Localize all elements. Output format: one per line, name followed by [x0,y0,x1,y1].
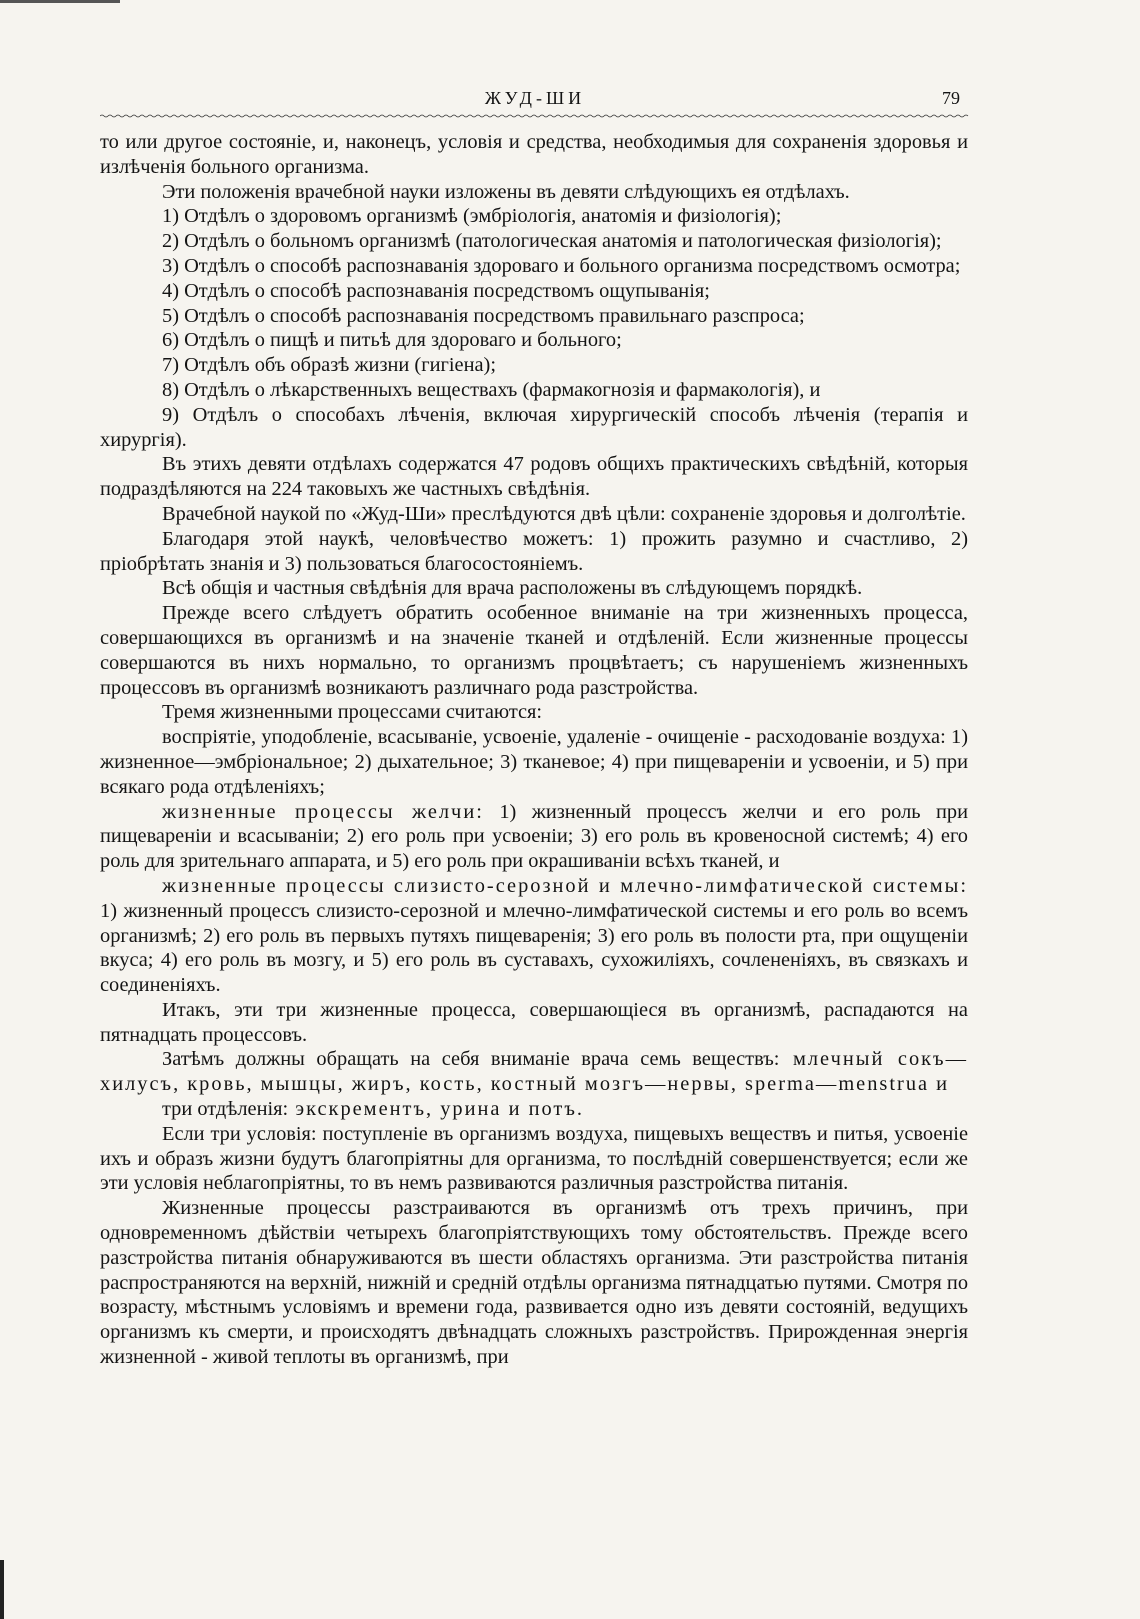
paragraph [100,279,968,304]
paragraph [100,601,968,700]
paragraph-tail: экскрементъ, урина и потъ. [288,1098,584,1121]
paragraph-tail: млечный сокъ—хилусъ, кровь, мышцы, жиръ, кость, костный мозгъ—нервы, sperma—menstrua и [100,1048,968,1096]
paragraph [100,874,968,998]
paragraph-text: 8) Отдѣлъ о лѣкарственныхъ веществахъ (фармакогнозiя и фармакологiя), и [162,378,821,401]
paragraph [100,328,968,353]
running-title: ЖУД-ШИ [484,88,586,108]
scan-margin-mark [0,1560,4,1619]
paragraph [100,229,968,254]
paragraph [100,1047,968,1097]
scan-edge-mark [0,0,120,3]
paragraph-text: Итакъ, эти три жизненные процесса, совершающiеся въ организмѣ, распадаются на пятнадцать процессовъ. [100,998,968,1046]
paragraph [100,800,968,874]
paragraph [100,998,968,1048]
paragraph [100,130,968,180]
paragraph-text: 9) Отдѣлъ о способахъ лѣченiя, включая хирургическiй способъ лѣченiя (терапiя и хирургiя). [100,403,968,451]
paragraph-text: 4) Отдѣлъ о способѣ распознаванiя посредствомъ ощупыванiя; [162,279,710,302]
paragraph-text: Благодаря этой наукѣ, человѣчество можетъ: 1) прожить разумно и счастливо, 2) прiобрѣтать знанiя и 3) пользоваться благосостоянiемъ. [100,527,968,575]
paragraph-text: Если три условiя: поступленiе въ организмъ воздуха, пищевыхъ веществъ и питья, усвоенiе ихъ и образъ жизни будутъ благопрiятны для организма, то послѣднiй совершенствуется; если же эти условiя неблагопрiятны, то въ немъ развиваются различныя разстройства питанiя. [100,1122,968,1195]
paragraph [100,700,968,725]
paragraph [100,1196,968,1370]
paragraph [100,378,968,403]
paragraph-text: 1) Отдѣлъ о здоровомъ организмѣ (эмбрiологiя, анатомiя и физiологiя); [162,205,782,228]
body-text [100,130,968,1370]
paragraph-text: Всѣ общiя и частныя свѣдѣнiя для врача расположены въ слѣдующемъ порядкѣ. [162,577,863,600]
paragraph-text: три отдѣленiя: [162,1098,289,1121]
paragraph [100,204,968,229]
paragraph-text: Жизненные процессы разстраиваются въ организмѣ отъ трехъ причинъ, при одновременномъ дѣйствiи четырехъ благопрiятствующихъ тому обстоятельствъ. Прежде всего разстройства питанiя обнаруживаются въ шести областяхъ организма. Эти разстройства питанiя распространяются на верхнiй, нижнiй и среднiй отдѣлы организма пятнадцатью путями. Смотря по возрасту, мѣстнымъ условiямъ и времени года, развивается одно изъ девяти состоянiй, ведущихъ организмъ къ смерти, и происходятъ двѣнадцать сложныхъ разстройствъ. Прирожденная энергiя жизненной - живой теплоты въ организмѣ, при [100,1197,969,1369]
paragraph [100,502,968,527]
paragraph [100,527,968,577]
paragraph [100,403,968,453]
paragraph [100,180,968,205]
paragraph-lead: жизненные процессы слизисто-серозной и млечно-лимфатической системы: [162,874,968,897]
paragraph [100,254,968,279]
paragraph [100,304,968,329]
paragraph-text: Врачебной наукой по «Жуд-Ши» преслѣдуются двѣ цѣли: сохраненiе здоровья и долголѣтiе. [162,502,966,525]
paragraph-text: Прежде всего слѣдуетъ обратить особенное вниманiе на три жизненныхъ процесса, совершающихся въ организмѣ и на значенiе тканей и отдѣленiй. Если жизненные процессы совершаются въ нихъ нормально, то организмъ процвѣтаетъ; съ нарушенiемъ жизненныхъ процессовъ въ организмѣ возникаютъ различнаго рода разстройства. [100,602,968,699]
paragraph-text: то или другое состоянiе, и, наконецъ, условiя и средства, необходимыя для сохраненiя здоровья и излѣченiя больного организма. [100,131,968,178]
page-number: 79 [942,88,960,108]
paragraph-text: Эти положенiя врачебной науки изложены въ девяти слѣдующихъ ея отдѣлахъ. [162,180,850,203]
paragraph [100,452,968,502]
header-wavy-rule [100,114,970,118]
paragraph-text: 1) жизненный процессъ слизисто-серозной и млечно-лимфатической системы и его роль во всемъ организмѣ; 2) его роль въ первыхъ путяхъ пищеваренiя; 3) его роль въ полости рта, при ощущенiи вкуса; 4) его роль въ мозгу, и 5) его роль въ суставахъ, сухожилiяхъ, сочлененiяхъ, въ связкахъ и соединенiяхъ. [100,899,968,997]
paragraph [100,1122,968,1196]
paragraph [100,576,968,601]
paragraph [100,1097,968,1122]
paragraph-text: 3) Отдѣлъ о способѣ распознаванiя здороваго и больного организма посредствомъ осмотра; [162,254,961,277]
paragraph-text: 7) Отдѣлъ объ образѣ жизни (гигiена); [162,354,496,377]
paragraph [100,725,968,799]
paragraph-text: воспрiятiе, уподобленiе, всасыванiе, усвоенiе, удаленiе - очищенiе - расходованiе воздуха: 1) жизненное—эмбрiональное; 2) дыхательное; 3) тканевое; 4) при пищеваренiи и усвоенiи, и 5) при всякаго рода отдѣленiяхъ; [100,726,968,798]
paragraph-text: 2) Отдѣлъ о больномъ организмѣ (патологическая анатомiя и патологическая физiологiя); [162,230,942,253]
paragraph-text: Въ этихъ девяти отдѣлахъ содержатся 47 родовъ общихъ практическихъ свѣдѣнiй, которыя подраздѣляются на 224 таковыхъ же частныхъ свѣдѣнiя. [100,453,968,501]
paragraph-text: 6) Отдѣлъ о пищѣ и питьѣ для здороваго и больного; [162,329,622,352]
paragraph [100,353,968,378]
paragraph-text: 1) жизненный процессъ желчи и его роль при пищеваренiи и всасыванiи; 2) его роль при усвоенiи; 3) его роль въ кровеносной системѣ; 4) его роль для зрительнаго аппарата, и 5) его роль при окрашиванiи всѣхъ тканей, и [100,800,968,873]
paragraph-lead: жизненные процессы желчи: [162,800,484,823]
page-header [100,88,970,114]
paragraph-text: 5) Отдѣлъ о способѣ распознаванiя посредствомъ правильнаго разспроса; [162,304,805,327]
paragraph-text: Затѣмъ должны обращать на себя вниманiе врача семь веществъ: [162,1048,780,1071]
paragraph-text: Тремя жизненными процессами считаются: [162,701,543,724]
